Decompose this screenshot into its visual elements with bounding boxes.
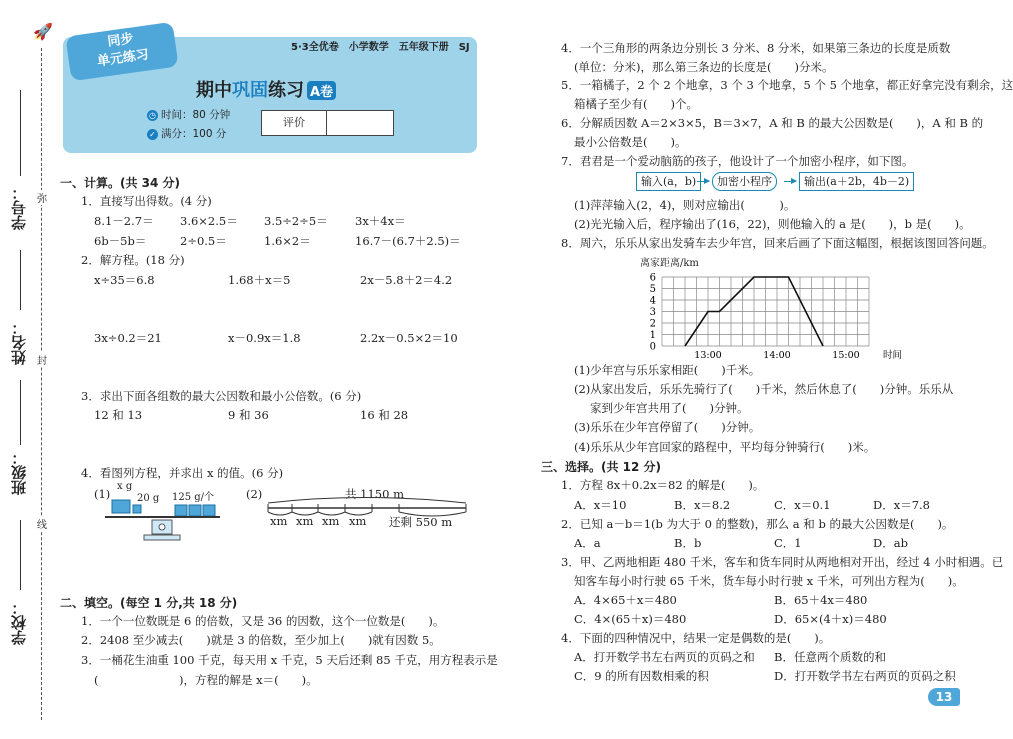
choice-q1: 1．方程 8x＋0.2x＝82 的解是( )。 [561,478,765,492]
check-icon: ✓ [147,129,158,140]
fill-q2: 2．2408 至少减去( )就是 3 的倍数，至少加上( )就有因数 5。 [81,633,441,647]
fig1-x-weight: x g [117,481,133,492]
choice-option[interactable]: D．打开数学书左右两页的页码之积 [774,669,956,683]
fill-q7-1: (1)萍萍输入(2，4)，则对应输出( )。 [574,198,796,212]
equation-item: 2x－5.8＋2＝4.2 [360,273,453,287]
choice-option[interactable]: B．65＋4x＝480 [774,593,868,607]
score-info [147,126,226,141]
flow-input-box: 输入(a，b) [636,172,701,191]
choice-option[interactable]: B．任意两个质数的和 [774,650,886,664]
y-tick-label: 5 [649,284,656,295]
student-no-line [20,90,21,176]
choice-option[interactable]: D．ab [873,536,908,550]
x-tick-label: 15:00 [832,350,860,361]
equation-item: x÷35＝6.8 [94,273,155,287]
calc-item: 3.5÷2÷5＝ [264,214,328,228]
choice-option[interactable]: D．x＝7.8 [873,498,930,512]
segment-remaining: 还剩 550 m [389,515,453,529]
fill-q8-1: (1)少年宫与乐乐家相距( )千米。 [574,363,761,377]
fill-q6-line2: 最小公倍数是( )。 [574,135,687,149]
choice-option[interactable]: C．x＝0.1 [774,498,831,512]
y-tick-label: 4 [649,295,656,307]
class-line [20,380,21,445]
q2-title: 2．解方程。(18 分) [81,253,185,267]
choice-option[interactable]: A．打开数学书左右两页的页码之和 [574,650,755,664]
equation-item: 1.68＋x＝5 [228,273,291,287]
name-line [20,250,21,310]
version-badge: A卷 [307,81,336,100]
calc-item: 2÷0.5＝ [180,234,227,248]
school-line [20,520,21,590]
y-tick-label: 3 [649,307,656,318]
choice-q3-line1: 3．甲、乙两地相距 480 千米，客车和货车同时从两地相对开出，经过 4 小时相遇。已 [561,555,1004,569]
fill-q8: 8．周六，乐乐从家出发骑车去少年宫，回来后画了下面这幅图，根据该图回答问题。 [561,236,994,250]
page-title [196,76,336,102]
fill-q6-line1: 6．分解质因数 A＝2×3×5，B＝3×7，A 和 B 的最大公因数是( )，A 和 B 的 [561,116,984,130]
choice-option[interactable]: D．65×(4＋x)＝480 [774,612,887,626]
fill-q7: 7．君君是一个爱动脑筋的孩子，他设计了一个加密小程序，如下图。 [561,154,914,168]
calc-item: 16.7－(6.7＋2.5)＝ [355,234,461,248]
school-label: 学校： [10,600,28,645]
time-info [147,107,230,122]
fig1-label: (1) [94,487,111,501]
clock-icon: ◷ [147,110,158,121]
fill-q3-line1: 3．一桶花生油重 100 千克，每天用 x 千克，5 天后还剩 85 千克，用方程表示是 [81,653,498,667]
time-text: 时间：80 分钟 [161,109,231,121]
x-axis-label: 时间 [883,350,903,361]
number-pair: 12 和 13 [94,408,143,422]
number-pair: 16 和 28 [360,408,409,422]
fill-q4-line1: 4．一个三角形的两条边分别长 3 分米、8 分米，如果第三条边的长度是质数 [561,41,951,55]
section2-heading: 二、填空。(每空 1 分,共 18 分) [60,596,238,610]
section1-heading: 一、计算。(共 34 分) [60,176,181,190]
fill-q8-2-line1: (2)从家出发后，乐乐先骑行了( )千米，然后休息了( )分钟。乐乐从 [574,382,954,396]
number-pair: 9 和 36 [228,408,269,422]
fill-q7-2: (2)光光输入后，程序输出了(16，22)，则他输入的 a 是( )，b 是( )。 [574,217,971,231]
segment-xm: xm [296,514,314,528]
cut-mark: 线 [36,516,48,531]
choice-option[interactable]: C．1 [774,536,802,550]
choice-option[interactable]: C．4×(65＋x)＝480 [574,612,687,626]
fill-q4-line2: (单位：分米)，那么第三条边的长度是( )分米。 [574,60,834,74]
fig2-total: 共 1150 m [345,487,404,501]
distance-time-chart [640,266,903,362]
badge-line1: 同步 [106,31,135,50]
page-number: 13 [928,688,960,706]
fill-q5-line2: 箱橘子至少有( )个。 [574,97,698,111]
y-tick-label: 6 [649,272,656,284]
cut-mark: 弥 [36,190,48,205]
calc-item: 3x＋4x＝ [355,214,406,228]
name-label: 姓名： [10,320,28,365]
fill-q5-line1: 5．一箱橘子，2 个 2 个地拿，3 个 3 个地拿，5 个 5 个地拿，都正好拿完没有剩余，这 [561,78,1013,92]
title-part: 练习 [268,80,304,101]
flow-arrow-icon [784,181,796,182]
fill-q1: 1．一个一位数既是 6 的倍数，又是 36 的因数，这个一位数是( )。 [81,614,445,628]
choice-option[interactable]: A．a [574,536,601,550]
flow-program-box: 加密小程序 [712,172,777,191]
fill-q3-line2: ( )，方程的解是 x＝( )。 [94,673,318,687]
calc-item: 3.6×2.5＝ [180,214,238,228]
choice-q2: 2．已知 a－b＝1(b 为大于 0 的整数)，那么 a 和 b 的最大公因数是( )。 [561,517,954,531]
equation-item: x－0.9x＝1.8 [228,331,301,345]
fill-q8-2-line2: 家到少年宫共用了( )分钟。 [590,401,749,415]
binding-dashed-line [41,48,42,720]
q3-title: 3．求出下面各组数的最大公因数和最小公倍数。(6 分) [81,389,362,403]
segment-xm: xm [349,514,367,528]
fig2-label: (2) [246,487,263,501]
chart-ylabel: 离家距离/km [640,258,699,269]
rating-label: 评价 [262,111,327,135]
segment-xm: xm [322,514,340,528]
choice-option[interactable]: A．x＝10 [574,498,627,512]
choice-option[interactable]: B．x＝8.2 [674,498,731,512]
choice-option[interactable]: A．4×65＋x＝480 [574,593,677,607]
choice-q3-line2: 知客车每小时行驶 65 千米，货车每小时行驶 x 千米，可列出方程为( )。 [574,574,964,588]
cut-mark: 封 [36,352,48,367]
choice-option[interactable]: C．9 的所有因数相乘的积 [574,669,709,683]
choice-q4: 4．下面的四种情况中，结果一定是偶数的是( )。 [561,631,831,645]
fill-q8-3: (3)乐乐在少年宫停留了( )分钟。 [574,420,761,434]
fig1-20g: 20 g [137,493,160,504]
x-tick-label: 13:00 [694,350,722,361]
q4-title: 4．看图列方程，并求出 x 的值。(6 分) [81,466,284,480]
calc-item: 1.6×2＝ [264,234,311,248]
badge-line2: 单元练习 [96,47,150,70]
fig1-per: 125 g/个 [172,492,215,503]
equation-item: 3x÷0.2＝21 [94,331,162,345]
title-part: 期中 [196,80,232,101]
calc-item: 8.1－2.7＝ [94,214,154,228]
section3-heading: 三、选择。(共 12 分) [541,460,662,474]
q1-title: 1．直接写出得数。(4 分) [81,194,212,208]
class-label: 班级： [10,450,28,495]
equation-item: 2.2x－0.5×2＝10 [360,331,458,345]
rating-box [261,110,394,136]
score-text: 满分：100 分 [161,128,227,140]
student-no-label: 学号： [10,185,28,230]
y-tick-label: 1 [649,330,656,341]
balance-scale-figure [100,495,230,545]
fill-q8-4: (4)乐乐从少年宫回家的路程中，平均每分钟骑行( )米。 [574,440,876,454]
x-tick-label: 14:00 [763,350,791,361]
flow-output-box: 输出(a＋2b，4b－2) [799,172,914,191]
calc-item: 6b－5b＝ [94,234,147,248]
rocket-icon: 🚀 [33,22,53,41]
title-highlight: 巩固 [232,80,268,101]
y-tick-label: 0 [649,341,656,353]
flow-arrow-icon [697,181,709,182]
choice-option[interactable]: B．b [674,536,702,550]
y-tick-label: 2 [649,318,656,330]
series-label: 5·3全优卷 小学数学 五年级下册 SJ [291,42,470,53]
segment-xm: xm [270,514,288,528]
